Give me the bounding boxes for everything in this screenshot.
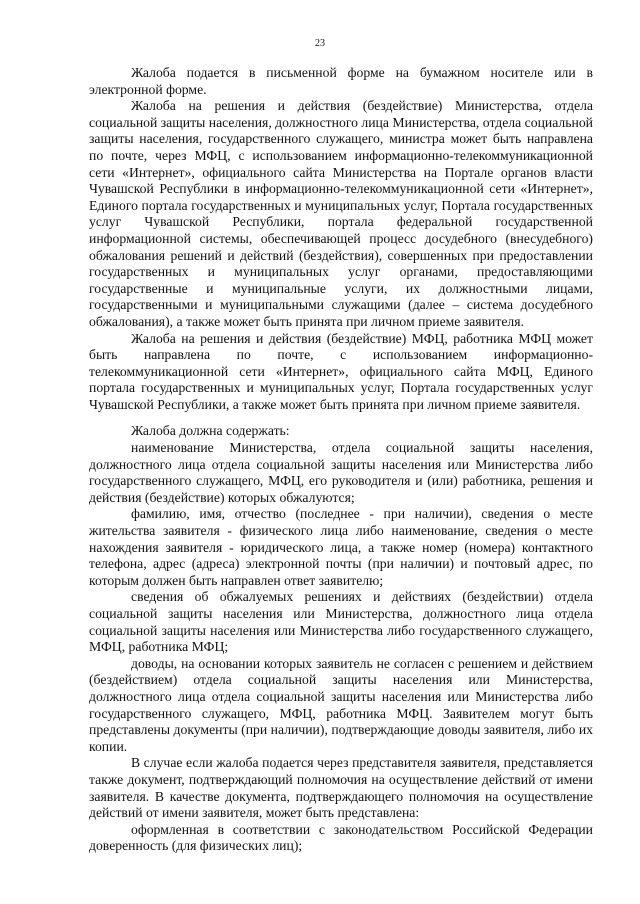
paragraph-complaint-form: Жалоба подается в письменной форме на бумажном носителе или в электронной форме. (89, 65, 593, 97)
paragraph-power-of-attorney: оформленная в соответствии с законодательством Российской Федерации доверенность (для физических лиц); (89, 821, 593, 854)
document-body (89, 65, 593, 855)
paragraph-contents-applicant-info: фамилию, имя, отчество (последнее - при наличии), сведения о месте жительства заявителя - физического лица либо наименование, сведения о месте нахождения заявителя - юридического лица, а также номер (номера) контактного телефона, адрес (адреса) электронной почты (при наличии) и почтовый адрес, по которым должен быть направлен ответ заявителю; (89, 506, 593, 588)
paragraph-complaint-ministry-channels: Жалоба на решения и действия (бездействие) Министерства, отдела социальной защиты населения, должностного лица Министерства, отдела социальной защиты населения, государственного служащего, министра может быть направлена по почте, через МФЦ, с использованием информационно-телекоммуникационной сети «Интернет», официального сайта Министерства на Портале органов власти Чувашской Республики в информационно-телекоммуникационной сети «Интернет», Единого портала государственных и муниципальных услуг, Портала государственных услуг Чувашской Республики, портала федеральной государственной информационной системы, обеспечивающей процесс досудебного (внесудебного) обжалования решений и действий (бездействия), совершенных при предоставлении государственных и муниципальных услуг органами, предоставляющими государственные и муниципальные услуги, их должностными лицами, государственными и муниципальными служащими (далее – система досудебного обжалования), а также может быть принята при личном приеме заявителя. (89, 98, 593, 329)
paragraph-contents-decisions: сведения об обжалуемых решениях и действиях (бездействии) отдела социальной защиты населения или Министерства, должностного лица отдела социальной защиты населения или Министерства либо государственного служащего, МФЦ, работника МФЦ; (89, 589, 593, 655)
paragraph-complaint-contents-heading: Жалоба должна содержать: (131, 423, 290, 439)
paragraph-contents-arguments: доводы, на основании которых заявитель не согласен с решением и действием (бездействием) отдела социальной защиты населения или Министерства, должностного лица отдела социальной защиты населения или Министерства либо государственного служащего, МФЦ, работника МФЦ. Заявителем могут быть представлены документы (при наличии), подтверждающие доводы заявителя, либо их копии. (89, 655, 593, 754)
page-number: 23 (315, 38, 325, 49)
paragraph-complaint-mfc-channels: Жалоба на решения и действия (бездействие) МФЦ, работника МФЦ может быть направлена по почте, с использованием информационно-телекоммуникационной сети «Интернет», официального сайта МФЦ, Единого портала государственных и муниципальных услуг, Портала государственных услуг Чувашской Республики, а также может быть принята при личном приеме заявителя. (89, 330, 593, 412)
paragraph-contents-name: наименование Министерства, отдела социальной защиты населения, должностного лица отдела социальной защиты населения или Министерства либо государственного служащего, МФЦ, его руководителя и (или) работника, решения и действия (бездействие) которых обжалуются; (89, 440, 593, 505)
paragraph-representative: В случае если жалоба подается через представителя заявителя, представляется также документ, подтверждающий полномочия на осуществление действий от имени заявителя. В качестве документа, подтверждающего полномочия на осуществление действий от имени заявителя, может быть представлена: (89, 755, 593, 821)
